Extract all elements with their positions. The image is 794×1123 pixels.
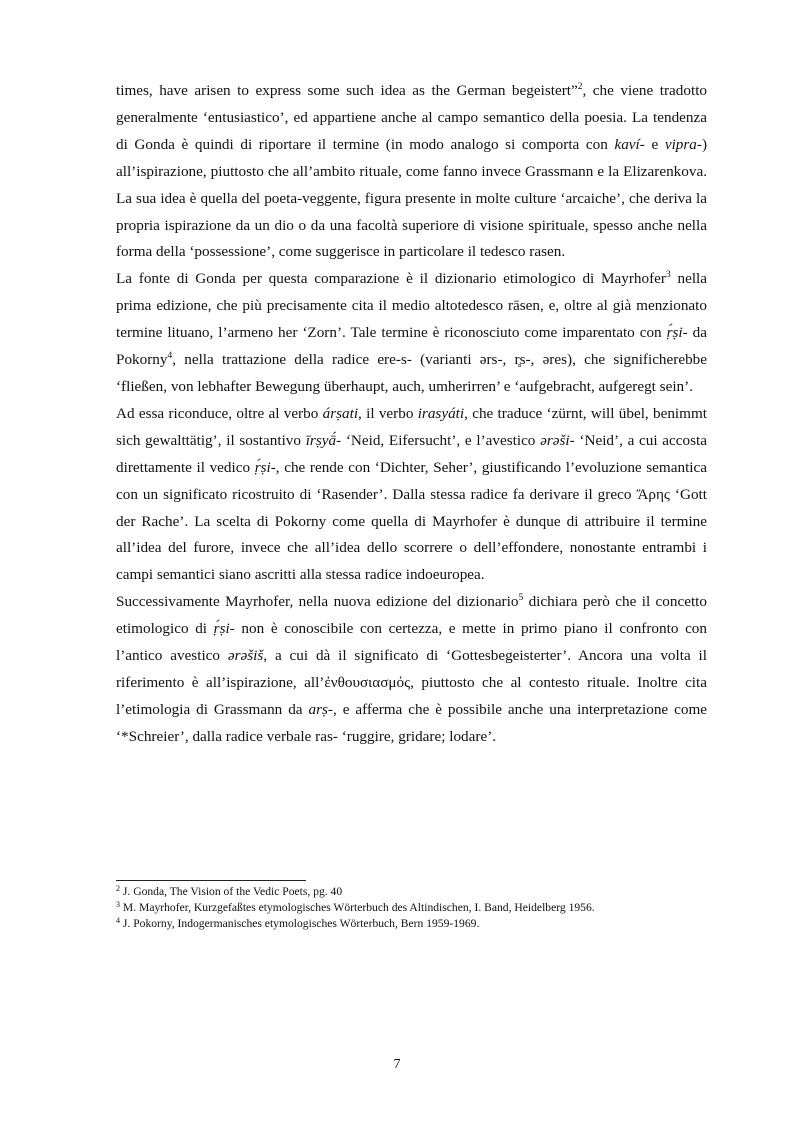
footnote (116, 916, 707, 932)
page-number: 7 (393, 1057, 401, 1072)
text-run: ‘Neid, Eifersucht’, e l’avestico (341, 431, 541, 449)
italic-term: vipra- (664, 135, 702, 153)
italic-term: ṛ́ṣi- (213, 620, 235, 638)
text-run: non è conoscibile con certezza, e mette in primo piano il confronto con l’antico avestico (116, 620, 707, 665)
text-run: , che viene tradotto generalmente ‘entusiastico’, ed appartiene anche al campo semantico della poesia. La tendenza di Gonda è quindi di riportare il termine (in modo analogo si comporta con (116, 82, 708, 153)
italic-term: irasyáti (417, 404, 465, 422)
footnote-ref: 2 (577, 82, 583, 92)
text-run: La fonte di Gonda per questa comparazione è il dizionario etimologico di Mayrhofer (116, 270, 666, 288)
text-run: e (644, 135, 665, 153)
text-run: , che traduce ‘zürnt, will übel, benimmt sich gewalttätig’, il sostantivo (116, 404, 707, 449)
body-text (116, 78, 707, 751)
italic-term: ṛ́ṣi- (666, 324, 688, 342)
text-run: , e afferma che è possibile anche una interpretazione come ‘*Schreier’, dalla radice verbale ras- ‘ruggire, gridare; lodare’. (116, 700, 707, 745)
italic-term: īrṣyā́- (305, 431, 342, 449)
text-run: da Pokorny (116, 324, 707, 369)
text-run: dichiara però che il concetto etimologico di (116, 593, 707, 638)
text-run: times, have arisen to express some such idea as the German begeistert” (116, 82, 578, 99)
text-run: , che rende con ‘Dichter, Seher’, giustificando l’evoluzione semantica con un significato ricostruito di ‘Rasender’. Dalla stessa radice fa derivare il greco Ἄρης ‘Gott der Rache’. La scelta di Pokorny come quella di Mayrhofer è dunque di attribuire il termine all’idea del furore, invece che all’idea dello scorrere o dell’effondere, nonostante entrambi i campi semantici siano ascritti alla stessa radice indoeuropea. (116, 458, 707, 584)
footnotes (116, 884, 707, 932)
text-run: , nella trattazione della radice ere-s- (varianti ərs-, r̥s-, əres), che significherebbe ‘fließen, von lebhafter Bewegung überhaupt, auch, umherirren’ e ‘aufgebracht, aufgeregt sein’. (116, 351, 707, 395)
text-run: ) all’ispirazione, piuttosto che all’ambito rituale, come fanno invece Grassmann e la Elizarenkova. La sua idea è quella del poeta-veggente, figura presente in molte culture ‘arcaiche’, che deriva la propria ispirazione da un dio o da una facoltà superiore di visione spirituale, spesso anche nella forma della ‘possessione’, come suggerisce in particolare il tedesco rasen. (116, 135, 708, 261)
text-run: ‘Neid’, a cui accosta direttamente il vedico (116, 431, 707, 476)
footnote-number: 4 (116, 916, 120, 925)
italic-term: ərəšiš (227, 647, 264, 665)
text-run: , il verbo (358, 404, 418, 422)
italic-term: arṣ- (308, 700, 333, 718)
footnote-ref: 3 (665, 270, 671, 281)
italic-term: kaví- (614, 135, 645, 153)
paragraph (116, 78, 707, 266)
paragraph (116, 401, 707, 589)
footnote-text: M. Mayrhofer, Kurzgefaßtes etymologisches Wörterbuch des Altindischen, I. Band, Heidelberg 1956. (122, 901, 595, 914)
footnote (116, 900, 707, 916)
footnote-ref: 5 (518, 593, 524, 604)
italic-term: ṛ́ṣi- (254, 458, 276, 476)
footnote-number: 3 (116, 900, 120, 909)
paragraph (116, 589, 707, 750)
footnote-text: J. Gonda, The Vision of the Vedic Poets, pg. 40 (122, 885, 343, 898)
italic-term: ərəši- (540, 431, 575, 449)
footnote-separator (116, 880, 306, 881)
text-run: nella prima edizione, che più precisamente cita il medio altotedesco rāsen, e, oltre al già menzionato termine lituano, l’armeno her ‘Zorn’. Tale termine è riconosciuto come imparentato con (116, 270, 708, 342)
footnote-ref: 4 (167, 351, 173, 362)
text-run: Successivamente Mayrhofer, nella nuova edizione del dizionario (116, 593, 519, 611)
footnote-text: J. Pokorny, Indogermanisches etymologisches Wörterbuch, Bern 1959-1969. (122, 917, 480, 930)
italic-term: árṣati (322, 404, 359, 422)
text-run: Ad essa riconduce, oltre al verbo (116, 404, 323, 422)
footnote-number: 2 (116, 884, 120, 893)
text-run: , a cui dà il significato di ‘Gottesbegeisterter’. Ancora una volta il riferimento è all’ispirazione, all’ἐνθουσιασμός, piuttosto che al contesto rituale. Inoltre cita l’etimologia di Grassmann da (116, 647, 708, 718)
paragraph (116, 266, 707, 401)
footnote (116, 884, 707, 900)
